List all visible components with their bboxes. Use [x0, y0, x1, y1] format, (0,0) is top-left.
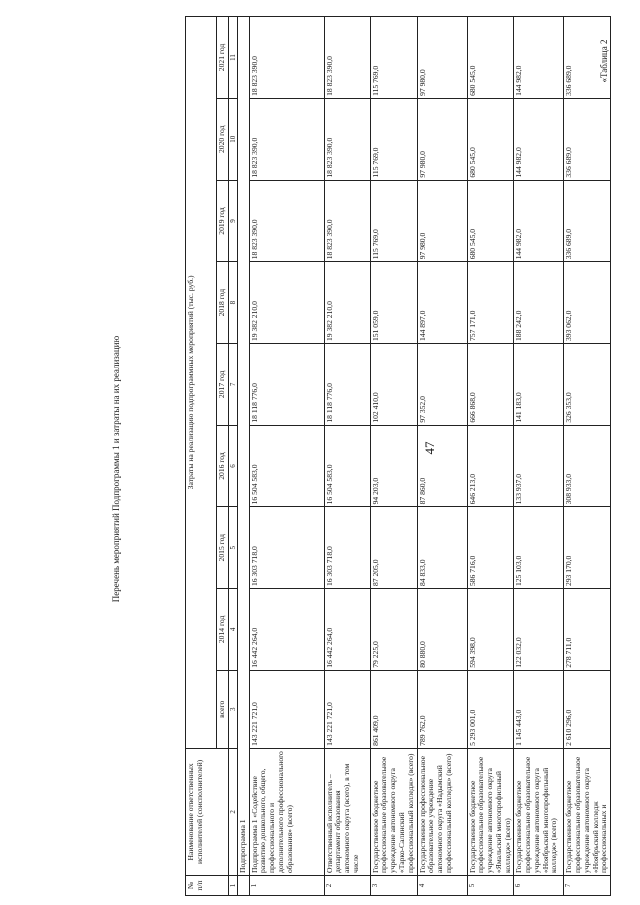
cell-value: 680 545,0: [467, 98, 514, 180]
cell-value: 144 982,0: [514, 98, 564, 180]
table-row: [370, 17, 417, 896]
cell-value: 97 980,0: [417, 98, 467, 180]
subprogram-header-spacer: [237, 875, 249, 895]
table-row: [324, 17, 370, 896]
column-number: 10: [228, 98, 237, 180]
header-no: № п/п: [186, 875, 229, 895]
column-number: 5: [228, 507, 237, 589]
cell-value: 18 118 776,0: [249, 343, 324, 425]
cell-value: 122 032,0: [514, 589, 564, 671]
cell-value: 115 769,0: [370, 17, 417, 99]
page-number: 47: [422, 441, 437, 455]
cell-value: 133 937,0: [514, 425, 564, 507]
column-number-row: [228, 17, 237, 896]
table-row: [564, 17, 611, 896]
cell-value: 18 823 390,0: [249, 98, 324, 180]
cell-value: 102 410,0: [370, 343, 417, 425]
header-total: всего: [217, 670, 229, 748]
cell-value: 586 716,0: [467, 507, 514, 589]
cell-value: 16 504 583,0: [324, 425, 370, 507]
cell-value: 16 442 264,0: [324, 589, 370, 671]
cell-value: 94 203,0: [370, 425, 417, 507]
table-caption: Перечень мероприятий Подпрограммы 1 и затраты на их реализацию: [111, 335, 121, 603]
cell-value: 144 982,0: [514, 17, 564, 99]
table-reference: «Таблица 2: [599, 39, 609, 83]
cell-value: 393 062,0: [564, 262, 611, 344]
cell-value: 308 933,0: [564, 425, 611, 507]
cell-value: 18 823 390,0: [324, 17, 370, 99]
cell-value: 97 352,0: [417, 343, 467, 425]
cell-value: 336 689,0: [564, 180, 611, 262]
header-year: 2019 год: [217, 180, 229, 262]
cell-value: 141 183,0: [514, 343, 564, 425]
cell-value: 594 398,0: [467, 589, 514, 671]
cell-value: 646 213,0: [467, 425, 514, 507]
column-number: 7: [228, 343, 237, 425]
cell-value: 16 303 718,0: [249, 507, 324, 589]
cell-total: 1 145 443,0: [514, 670, 564, 748]
cell-value: 18 823 390,0: [249, 17, 324, 99]
header-name: Наименование ответственных исполнителей (соисполнителей): [186, 748, 229, 875]
column-number: 4: [228, 589, 237, 671]
row-number: 5: [467, 875, 514, 895]
cell-value: 680 545,0: [467, 17, 514, 99]
cell-value: 87 205,0: [370, 507, 417, 589]
header-year: 2015 год: [217, 507, 229, 589]
column-number: 1: [228, 875, 237, 895]
cell-total: 5 293 001,0: [467, 670, 514, 748]
cell-value: 757 171,0: [467, 262, 514, 344]
header-row-1: [186, 17, 217, 896]
table-row: [417, 17, 467, 896]
cell-value: 144 982,0: [514, 180, 564, 262]
cell-value: 97 980,0: [417, 180, 467, 262]
row-name: Государственное бюджетное профессиональное образовательное учреждение автономного округа «Ноябрьский колледж профессиональных и: [564, 748, 611, 875]
header-costs: Затраты на реализацию подпрограммных мероприятий (тыс. руб.): [186, 17, 217, 749]
row-name: Ответственный исполнитель – департамент образования автономного округа (всего), в том числе: [324, 748, 370, 875]
cell-total: 143 221 721,0: [324, 670, 370, 748]
row-number: 7: [564, 875, 611, 895]
column-number: 3: [228, 670, 237, 748]
cell-value: 326 353,0: [564, 343, 611, 425]
subprogram-header-row: [237, 17, 249, 896]
cell-value: 336 689,0: [564, 98, 611, 180]
row-name: Государственное бюджетное профессиональное образовательное учреждение автономного округа «Ямальский многопрофильный колледж» (всего): [467, 748, 514, 875]
row-number: 4: [417, 875, 467, 895]
cell-value: 278 711,0: [564, 589, 611, 671]
cell-value: 680 545,0: [467, 180, 514, 262]
cell-value: 151 059,0: [370, 262, 417, 344]
cell-value: 80 880,0: [417, 589, 467, 671]
column-number: 8: [228, 262, 237, 344]
cell-value: 18 823 390,0: [324, 98, 370, 180]
cell-value: 16 303 718,0: [324, 507, 370, 589]
costs-table: [185, 16, 611, 896]
cell-total: 2 610 296,0: [564, 670, 611, 748]
row-number: 3: [370, 875, 417, 895]
cell-value: 16 504 583,0: [249, 425, 324, 507]
cell-value: 125 103,0: [514, 507, 564, 589]
subprogram-header: Подпрограмма 1: [237, 17, 249, 876]
cell-value: 16 442 264,0: [249, 589, 324, 671]
cell-value: 79 225,0: [370, 589, 417, 671]
cell-value: 18 823 390,0: [324, 180, 370, 262]
row-name: Государственное бюджетное профессиональное образовательное учреждение автономного округа «Ноябрьский многопрофильный колледж» (всего): [514, 748, 564, 875]
cell-value: 115 769,0: [370, 180, 417, 262]
cell-value: 18 118 776,0: [324, 343, 370, 425]
rotated-table-container: [185, 16, 625, 896]
cell-value: 188 242,0: [514, 262, 564, 344]
cell-value: 336 689,0: [564, 17, 611, 99]
table-row: [467, 17, 514, 896]
row-number: 6: [514, 875, 564, 895]
header-year: 2018 год: [217, 262, 229, 344]
row-number: 2: [324, 875, 370, 895]
cell-value: 87 860,0: [417, 425, 467, 507]
column-number: 11: [228, 17, 237, 99]
cell-value: 666 868,0: [467, 343, 514, 425]
column-number: 9: [228, 180, 237, 262]
cell-value: 19 382 210,0: [249, 262, 324, 344]
cell-value: 97 980,0: [417, 17, 467, 99]
cell-value: 19 382 210,0: [324, 262, 370, 344]
row-name: Государственное профессиональное образовательное учреждение автономного округа «Надымский профессиональный колледж» (всего): [417, 748, 467, 875]
row-name: Государственное бюджетное профессиональное образовательное учреждение автономного округа «Тарко-Салинский профессиональный колледж» (всего): [370, 748, 417, 875]
cell-value: 293 170,0: [564, 507, 611, 589]
cell-value: 144 897,0: [417, 262, 467, 344]
row-number: 1: [249, 875, 324, 895]
cell-value: 18 823 390,0: [249, 180, 324, 262]
cell-value: 115 769,0: [370, 98, 417, 180]
column-number: 2: [228, 748, 237, 875]
header-year: 2020 год: [217, 98, 229, 180]
cell-total: 143 221 721,0: [249, 670, 324, 748]
cell-value: 84 833,0: [417, 507, 467, 589]
header-year: 2014 год: [217, 589, 229, 671]
cell-total: 861 409,0: [370, 670, 417, 748]
table-row: [249, 17, 324, 896]
row-name: Подпрограмма 1 «Содействие развитию дошкольного, общего, профессионального и дополнительного профессионального образования» (всего): [249, 748, 324, 875]
header-year: 2016 год: [217, 425, 229, 507]
table-row: [514, 17, 564, 896]
header-year: 2017 год: [217, 343, 229, 425]
column-number: 6: [228, 425, 237, 507]
cell-total: 789 762,0: [417, 670, 467, 748]
header-year: 2021 год: [217, 17, 229, 99]
